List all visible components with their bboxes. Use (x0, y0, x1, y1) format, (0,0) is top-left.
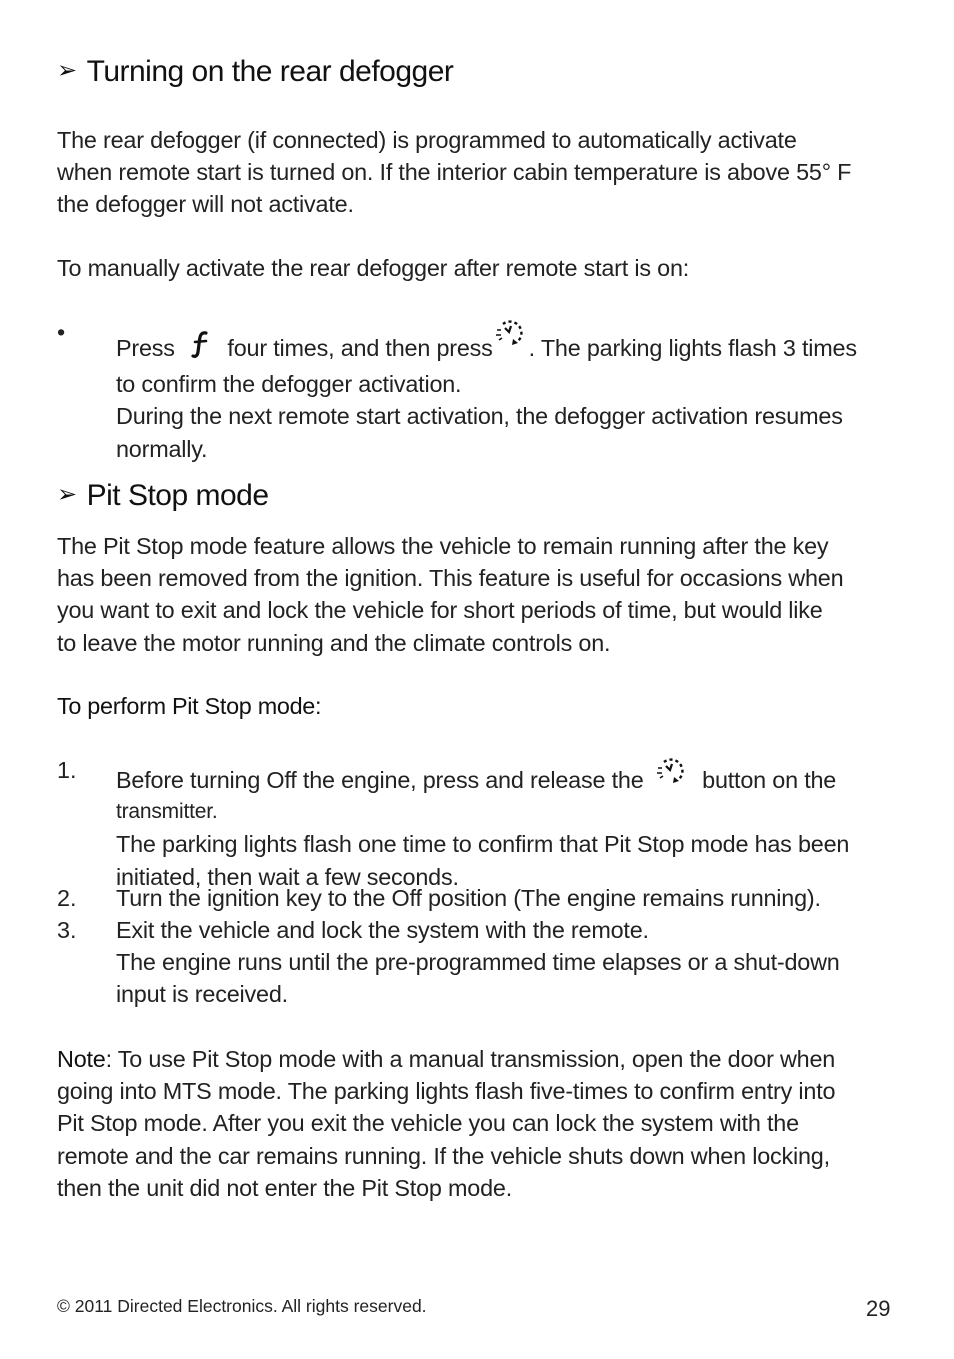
text-line: transmitter. (116, 800, 218, 824)
copyright-footer: © 2011 Directed Electronics. All rights reserved. (57, 1296, 427, 1316)
text-fragment: four times, and then press (227, 335, 493, 361)
text-line: going into MTS mode. The parking lights flash five-times to confirm entry into (57, 1078, 836, 1105)
text-line: The rear defogger (if connected) is programmed to automatically activate (57, 127, 797, 153)
arrow-bullet-icon: ➢ (57, 57, 77, 84)
text-line: you want to exit and lock the vehicle for short periods of time, but would like (57, 597, 823, 624)
text-fragment: button on the (702, 767, 837, 793)
text-line: then the unit did not enter the Pit Stop mode. (57, 1174, 513, 1201)
text-line: Exit the vehicle and lock the system with the remote. (116, 917, 649, 943)
paragraph-manual-activation (57, 252, 897, 284)
text-line: Pit Stop mode. After you exit the vehicle you can lock the system with the (57, 1110, 799, 1137)
section-heading-pit-stop (57, 479, 269, 513)
step-item-1 (116, 754, 896, 893)
subheading-perform-pit-stop: To perform Pit Stop mode: (57, 693, 322, 719)
text-line: the defogger will not activate. (57, 191, 354, 218)
text-line: The Pit Stop mode feature allows the vehicle to remain running after the key (57, 533, 829, 559)
text-line: The engine runs until the pre-programmed time elapses or a shut-down (116, 949, 840, 976)
step-item-2 (116, 882, 896, 914)
text-fragment: Before turning Off the engine, press and release the (116, 767, 644, 793)
text-line: To manually activate the rear defogger after remote start is on: (57, 255, 690, 281)
paragraph-pit-stop-intro (57, 530, 897, 659)
heading-text: Pit Stop mode (86, 479, 269, 512)
note-paragraph (57, 1043, 897, 1204)
step-number: 3. (57, 917, 77, 943)
section-heading-rear-defogger (57, 55, 453, 89)
text-line: to leave the motor running and the climate controls on. (57, 629, 611, 656)
text-fragment: . The parking lights flash 3 times (528, 335, 857, 361)
page-number: 29 (866, 1296, 891, 1321)
text-line (116, 316, 896, 368)
remote-start-icon (493, 316, 529, 358)
step-number: 2. (57, 885, 77, 911)
text-line: input is received. (116, 981, 288, 1008)
text-fragment: : To use Pit Stop mode with a manual transmission, open the door when (105, 1046, 836, 1072)
arrow-bullet-icon: ➢ (57, 481, 77, 508)
text-line: initiated, then wait a few seconds. (116, 863, 459, 890)
text-line: The parking lights flash one time to confirm that Pit Stop mode has been (116, 831, 850, 858)
step-item-3 (116, 914, 896, 1011)
text-line: remote and the car remains running. If the vehicle shuts down when locking, (57, 1142, 830, 1169)
text-line (57, 1043, 897, 1075)
heading-text: Turning on the rear defogger (86, 55, 454, 88)
step-number: 1. (57, 757, 77, 783)
bullet-item-defogger (116, 316, 896, 465)
text-line: has been removed from the ignition. This feature is useful for occasions when (57, 565, 844, 592)
text-line: normally. (116, 435, 208, 462)
note-label: Note (57, 1046, 106, 1072)
paragraph-defogger-intro (57, 124, 897, 221)
f-button-icon (191, 330, 213, 368)
remote-start-icon (654, 754, 690, 796)
text-line: when remote start is turned on. If the interior cabin temperature is above 55° F (57, 159, 852, 186)
text-line: to confirm the defogger activation. (116, 371, 462, 398)
text-fragment: Press (116, 335, 175, 361)
bullet-marker: • (57, 319, 66, 345)
text-line: Turn the ignition key to the Off position (The engine remains running). (116, 885, 821, 911)
text-line (116, 754, 896, 796)
text-line: During the next remote start activation, the defogger activation resumes (116, 403, 843, 430)
